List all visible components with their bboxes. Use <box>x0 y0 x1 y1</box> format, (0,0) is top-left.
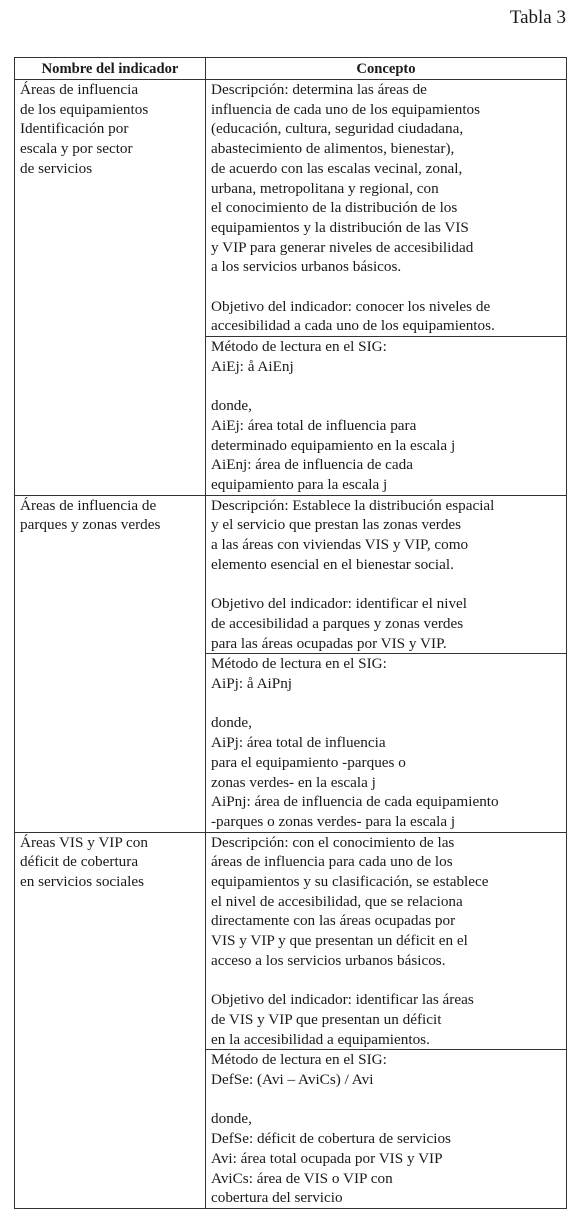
objective-line: Objetivo del indicador: identificar el nivel <box>211 595 467 613</box>
table-row <box>15 80 567 337</box>
table-row <box>15 832 567 1050</box>
description-line: VIS y VIP y que presentan un déficit en el <box>211 932 468 950</box>
description-line: Descripción: Establece la distribución espacial <box>211 496 495 514</box>
indicator-name-line: Áreas VIS y VIP con <box>20 833 148 851</box>
paragraph-gap <box>211 277 562 297</box>
definition-line: Avi: área total ocupada por VIS y VIP <box>211 1149 443 1167</box>
paragraph-gap <box>211 694 562 714</box>
indicator-name-line: Áreas de influencia <box>20 81 139 98</box>
description-line: directamente con las áreas ocupadas por <box>211 912 456 930</box>
objective-line: de accesibilidad a parques y zonas verdes <box>211 614 464 632</box>
objective-line: Objetivo del indicador: identificar las áreas <box>211 991 474 1009</box>
method-line: Método de lectura en el SIG: <box>211 338 387 356</box>
header-concept: Concepto <box>206 58 567 80</box>
objective-line: de VIS y VIP que presentan un déficit <box>211 1010 442 1028</box>
definition-line: cobertura del servicio <box>211 1189 343 1207</box>
method-line: DefSe: (Avi – AviCs) / Avi <box>211 1071 374 1089</box>
method-line: Método de lectura en el SIG: <box>211 655 387 673</box>
definition-line: AiPj: área total de influencia <box>211 734 386 752</box>
concept-description-cell <box>206 832 567 1050</box>
description-line: el conocimiento de la distribución de los <box>211 199 458 217</box>
definition-line: zonas verdes- en la escala j <box>211 773 376 791</box>
paragraph-gap <box>211 377 562 397</box>
description-line: áreas de influencia para cada uno de los <box>211 853 453 871</box>
description-line: de acuerdo con las escalas vecinal, zonal, <box>211 159 463 177</box>
indicator-name-line: de servicios <box>20 159 93 177</box>
indicator-name-line: déficit de cobertura <box>20 853 139 871</box>
definition-line: AiEnj: área de influencia de cada <box>211 456 413 474</box>
description-line: abastecimiento de alimentos, bienestar), <box>211 140 455 158</box>
indicator-name-line: de los equipamientos <box>20 100 149 118</box>
description-line: y el servicio que prestan las zonas verdes <box>211 516 462 534</box>
objective-line: Objetivo del indicador: conocer los niveles de <box>211 297 491 315</box>
description-line: a las áreas con viviendas VIS y VIP, como <box>211 536 469 554</box>
table-body <box>15 80 567 1209</box>
indicator-name-cell <box>15 495 206 832</box>
indicator-name-line: Identificación por <box>20 120 129 138</box>
method-line: AiEj: å AiEnj <box>211 357 294 375</box>
definition-line: AiPnj: área de influencia de cada equipamiento <box>211 793 499 811</box>
description-line: Descripción: determina las áreas de <box>211 81 427 98</box>
indicator-name-cell <box>15 832 206 1208</box>
definition-line: DefSe: déficit de cobertura de servicios <box>211 1130 451 1148</box>
indicator-name-line: en servicios sociales <box>20 873 144 891</box>
description-line: influencia de cada uno de los equipamientos <box>211 100 481 118</box>
description-line: equipamientos y su clasificación, se establece <box>211 873 489 891</box>
objective-line: accesibilidad a cada uno de los equipamientos. <box>211 317 495 335</box>
concept-method-cell <box>206 1050 567 1209</box>
indicator-name-line: escala y por sector <box>20 140 133 158</box>
description-line: y VIP para generar niveles de accesibilidad <box>211 238 474 256</box>
objective-line: para las áreas ocupadas por VIS y VIP. <box>211 634 447 652</box>
description-line: equipamientos y la distribución de las VIS <box>211 218 469 236</box>
description-line: urbana, metropolitana y regional, con <box>211 179 439 197</box>
table-row <box>15 495 567 654</box>
concept-method-cell <box>206 654 567 832</box>
paragraph-gap <box>211 971 562 991</box>
concept-method-cell <box>206 337 567 496</box>
definition-line: equipamiento para la escala j <box>211 476 388 494</box>
indicator-name-cell <box>15 80 206 496</box>
indicator-name-line: parques y zonas verdes <box>20 516 161 534</box>
description-line: el nivel de accesibilidad, que se relaciona <box>211 892 463 910</box>
definition-line: AviCs: área de VIS o VIP con <box>211 1169 393 1187</box>
definition-line: para el equipamiento -parques o <box>211 753 406 771</box>
description-line: Descripción: con el conocimiento de las <box>211 833 455 851</box>
description-line: acceso a los servicios urbanos básicos. <box>211 951 446 969</box>
definition-line: AiEj: área total de influencia para <box>211 416 417 434</box>
description-line: elemento esencial en el bienestar social. <box>211 555 454 573</box>
indicator-name-line: Áreas de influencia de <box>20 496 157 514</box>
definition-line: determinado equipamiento en la escala j <box>211 436 456 454</box>
concept-description-cell <box>206 80 567 337</box>
table-label: Tabla 3 <box>509 7 566 28</box>
definition-line: donde, <box>211 397 252 415</box>
description-line: (educación, cultura, seguridad ciudadana, <box>211 120 464 138</box>
header-indicator: Nombre del indicador <box>15 58 206 80</box>
definition-line: -parques o zonas verdes- para la escala j <box>211 812 456 830</box>
paragraph-gap <box>211 1090 562 1110</box>
indicators-table <box>14 57 567 1209</box>
table-header-row <box>15 58 567 80</box>
definition-line: donde, <box>211 714 252 732</box>
definition-line: donde, <box>211 1110 252 1128</box>
method-line: Método de lectura en el SIG: <box>211 1051 387 1069</box>
paragraph-gap <box>211 575 562 595</box>
description-line: a los servicios urbanos básicos. <box>211 258 402 276</box>
method-line: AiPj: å AiPnj <box>211 675 293 693</box>
concept-description-cell <box>206 495 567 654</box>
objective-line: en la accesibilidad a equipamientos. <box>211 1030 430 1048</box>
